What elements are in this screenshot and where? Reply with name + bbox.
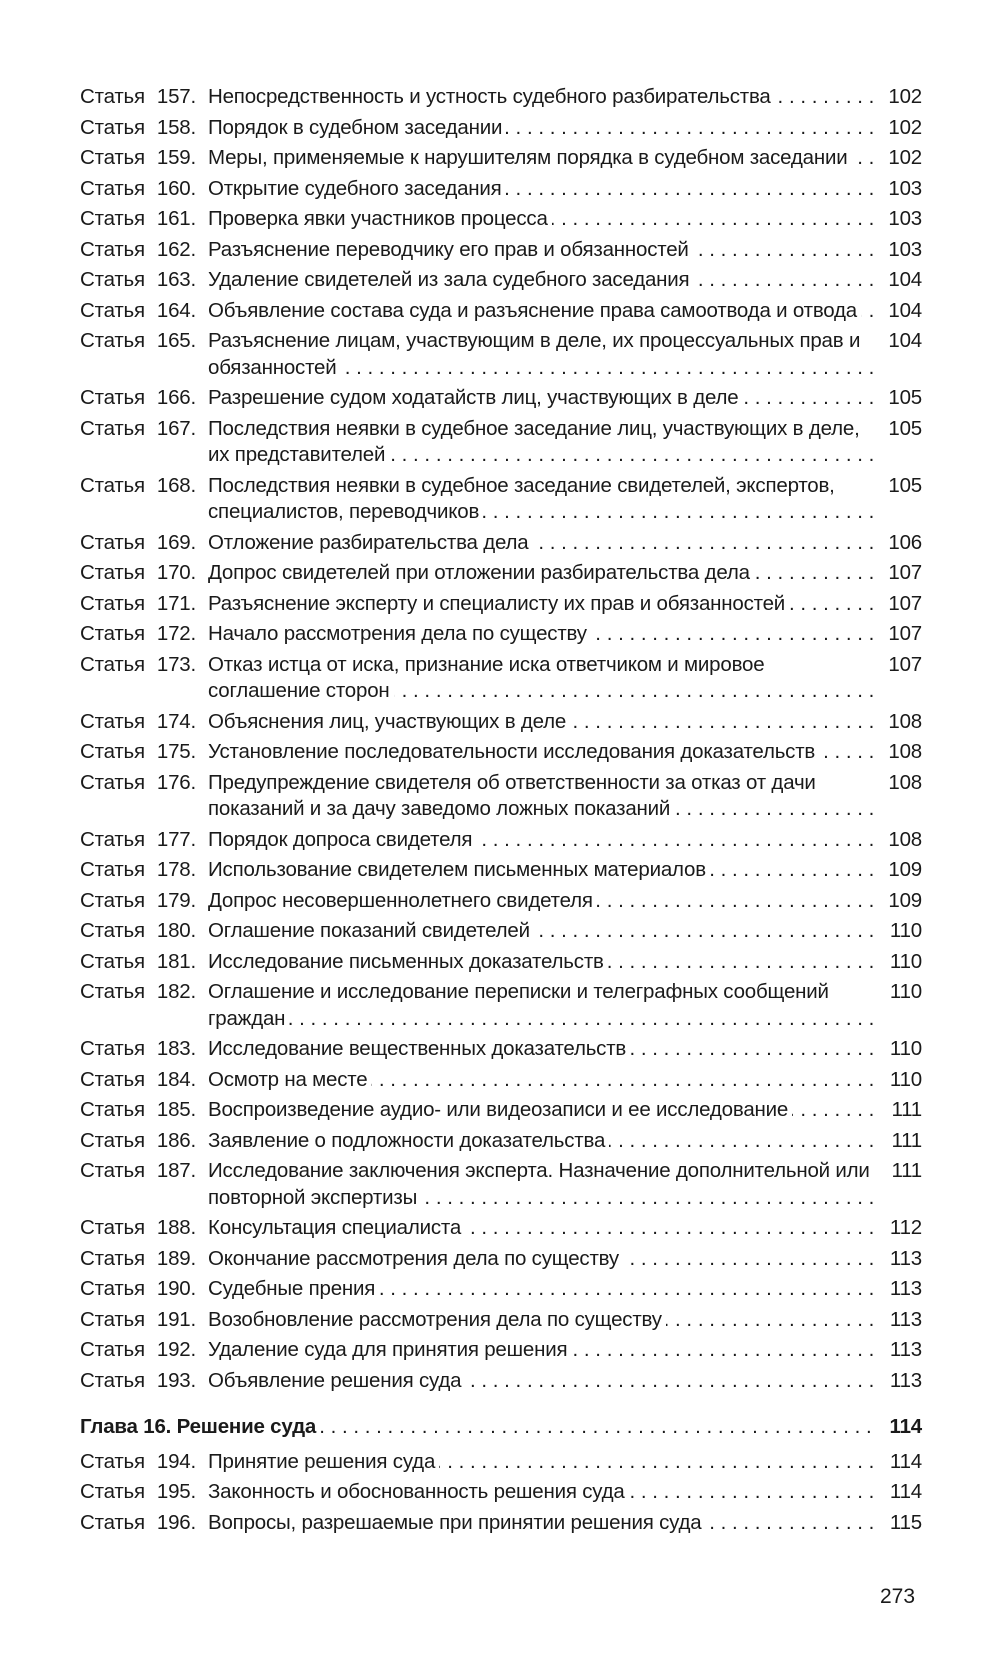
article-label: Статья <box>80 1098 145 1121</box>
article-page-number: 107 <box>876 591 922 618</box>
article-label: Статья <box>80 1246 145 1270</box>
article-page-number: 104 <box>876 298 922 325</box>
article-label: Статья <box>80 416 145 440</box>
article-label: Статья <box>80 1067 145 1091</box>
article-title: Допрос несовершеннолетнего свидетеля <box>208 889 597 912</box>
article-number: 178. <box>156 858 196 881</box>
article-title-area <box>208 1158 876 1211</box>
article-title-area <box>208 709 876 736</box>
article-title: Консультация специалиста <box>208 1216 465 1239</box>
article-title-area <box>208 1337 876 1364</box>
article-label: Статья <box>80 1159 145 1182</box>
article-title-area <box>208 176 876 203</box>
toc-entry-row <box>80 206 922 233</box>
article-number: 186. <box>156 1128 196 1152</box>
article-title: Предупреждение свидетеля об ответственности за отказ от дачи показаний и за дачу заведомо ложных показаний <box>208 770 816 820</box>
article-page-number: 108 <box>876 709 922 736</box>
article-title: Оглашение показаний свидетелей <box>208 919 534 942</box>
article-page-number: 104 <box>876 267 922 294</box>
toc-entry-row <box>80 530 922 557</box>
article-title: Разрешение судом ходатайств лиц, участвующих в деле <box>208 386 742 409</box>
toc-entry-row <box>80 1449 922 1476</box>
article-title-area <box>208 1097 876 1124</box>
article-title-area <box>208 827 876 854</box>
article-title-area <box>208 652 876 705</box>
article-number: 182. <box>156 980 196 1003</box>
article-label: Статья <box>80 85 145 108</box>
toc-entry-row <box>80 416 922 469</box>
article-label: Статья <box>80 740 145 763</box>
toc-entry-row <box>80 888 922 915</box>
article-page-number: 112 <box>876 1215 922 1242</box>
article-number: 193. <box>156 1368 196 1392</box>
article-page-number: 110 <box>876 949 922 976</box>
article-number: 170. <box>156 561 196 584</box>
article-title: Исследование заключения эксперта. Назначение дополнительной или повторной экспертизы <box>208 1159 870 1209</box>
article-label: Статья <box>80 827 145 851</box>
article-page-number: 105 <box>876 416 922 443</box>
article-number: 195. <box>156 1480 196 1503</box>
article-title-area <box>208 979 876 1032</box>
article-label: Статья <box>80 146 145 169</box>
article-number: 164. <box>156 298 196 322</box>
article-title: Допрос свидетелей при отложении разбирательства дела <box>208 561 754 584</box>
article-number: 179. <box>156 888 196 912</box>
article-title-area <box>208 1128 876 1155</box>
article-label: Статья <box>80 622 145 645</box>
article-page-number: 114 <box>876 1479 922 1506</box>
article-number: 185. <box>156 1098 196 1121</box>
article-title-area <box>208 416 876 469</box>
article-number: 176. <box>156 770 196 794</box>
article-number: 172. <box>156 622 196 645</box>
article-title: Воспроизведение аудио- или видеозаписи и ее исследование <box>208 1098 792 1121</box>
article-number: 160. <box>156 176 196 200</box>
article-title: Разъяснение эксперту и специалисту их прав и обязанностей <box>208 592 789 615</box>
article-title-area <box>208 560 876 587</box>
article-number: 183. <box>156 1037 196 1060</box>
article-title: Непосредственность и устность судебного разбирательства <box>208 85 775 108</box>
article-title: Порядок в судебном заседании <box>208 116 506 139</box>
article-title-area <box>208 770 876 823</box>
toc-entry-row <box>80 827 922 854</box>
toc-entry-row <box>80 84 922 111</box>
article-number: 159. <box>156 146 196 169</box>
article-page-number: 109 <box>876 888 922 915</box>
toc-entry-row <box>80 385 922 412</box>
article-number: 161. <box>156 207 196 230</box>
article-page-number: 111 <box>876 1128 922 1155</box>
article-number: 171. <box>156 591 196 615</box>
article-label: Статья <box>80 1368 145 1392</box>
article-number: 190. <box>156 1277 196 1300</box>
article-label: Статья <box>80 386 145 409</box>
article-page-number: 107 <box>876 621 922 648</box>
article-label: Статья <box>80 561 145 584</box>
article-page-number: 108 <box>876 827 922 854</box>
article-number: 167. <box>156 416 196 440</box>
article-title: Заявление о подложности доказательства <box>208 1129 609 1152</box>
article-label: Статья <box>80 237 145 261</box>
toc-section-chapter-16 <box>80 1449 922 1537</box>
article-title: Последствия неявки в судебное заседание свидетелей, экспертов, специалистов, переводчиков <box>208 473 835 523</box>
table-of-contents <box>80 84 922 1540</box>
article-title: Начало рассмотрения дела по существу <box>208 622 591 645</box>
article-page-number: 102 <box>876 84 922 111</box>
article-label: Статья <box>80 207 145 230</box>
article-page-number: 110 <box>876 979 922 1006</box>
article-title-area <box>208 115 876 142</box>
article-number: 163. <box>156 268 196 291</box>
article-title-area <box>208 84 876 111</box>
article-page-number: 102 <box>876 145 922 172</box>
article-page-number: 108 <box>876 739 922 766</box>
article-title: Установление последовательности исследования доказательств <box>208 740 819 763</box>
article-page-number: 107 <box>876 652 922 679</box>
toc-entry-row <box>80 176 922 203</box>
article-number: 194. <box>156 1449 196 1473</box>
article-page-number: 113 <box>876 1368 922 1395</box>
toc-entry-row <box>80 1036 922 1063</box>
article-title-area <box>208 1368 876 1395</box>
toc-entry-row <box>80 591 922 618</box>
chapter-title-area <box>80 1414 876 1441</box>
article-page-number: 105 <box>876 385 922 412</box>
article-label: Статья <box>80 919 145 942</box>
article-number: 188. <box>156 1216 196 1239</box>
article-page-number: 111 <box>876 1158 922 1185</box>
article-label: Статья <box>80 1277 145 1300</box>
article-title: Отказ истца от иска, признание иска ответчиком и мировое соглашение сторон <box>208 652 765 702</box>
article-label: Статья <box>80 858 145 881</box>
article-title: Оглашение и исследование переписки и телеграфных сообщений граждан <box>208 980 829 1030</box>
article-title-area <box>208 206 876 233</box>
toc-section-chapter-15 <box>80 84 922 1394</box>
chapter-page-number: 114 <box>876 1414 922 1441</box>
toc-entry-row <box>80 237 922 264</box>
article-number: 175. <box>156 740 196 763</box>
article-title: Разъяснение лицам, участвующим в деле, их процессуальных прав и обязанностей <box>208 329 861 379</box>
article-label: Статья <box>80 1128 145 1152</box>
article-label: Статья <box>80 176 145 200</box>
article-page-number: 107 <box>876 560 922 587</box>
toc-entry-row <box>80 652 922 705</box>
toc-entry-row <box>80 1215 922 1242</box>
article-title: Объяснения лиц, участвующих в деле <box>208 710 570 733</box>
toc-entry-row <box>80 1307 922 1334</box>
article-page-number: 111 <box>876 1097 922 1124</box>
article-title: Использование свидетелем письменных материалов <box>208 858 710 881</box>
article-title-area <box>208 1307 876 1334</box>
article-number: 180. <box>156 919 196 942</box>
article-page-number: 106 <box>876 530 922 557</box>
article-title-area <box>208 145 876 172</box>
article-label: Статья <box>80 980 145 1003</box>
article-page-number: 110 <box>876 918 922 945</box>
article-title-area <box>208 237 876 264</box>
article-number: 162. <box>156 237 196 261</box>
article-page-number: 104 <box>876 328 922 355</box>
toc-entry-row <box>80 328 922 381</box>
toc-entry-row <box>80 1158 922 1211</box>
toc-entry-row <box>80 1097 922 1124</box>
toc-entry-row <box>80 1510 922 1537</box>
article-label: Статья <box>80 652 145 676</box>
article-title-area <box>208 621 876 648</box>
toc-entry-row <box>80 621 922 648</box>
article-page-number: 103 <box>876 206 922 233</box>
article-label: Статья <box>80 1307 145 1331</box>
article-page-number: 110 <box>876 1067 922 1094</box>
article-label: Статья <box>80 1480 145 1503</box>
article-number: 177. <box>156 827 196 851</box>
article-title-area <box>208 473 876 526</box>
article-number: 158. <box>156 115 196 139</box>
article-label: Статья <box>80 115 145 139</box>
toc-entry-row <box>80 267 922 294</box>
article-page-number: 108 <box>876 770 922 797</box>
chapter-heading-row <box>80 1414 922 1441</box>
article-title: Последствия неявки в судебное заседание лиц, участвующих в деле, их представителей <box>208 416 860 466</box>
article-title: Объявление решения суда <box>208 1369 465 1392</box>
article-label: Статья <box>80 1510 145 1534</box>
article-page-number: 113 <box>876 1246 922 1273</box>
article-title: Судебные прения <box>208 1277 379 1300</box>
article-label: Статья <box>80 888 145 912</box>
article-title: Законность и обоснованность решения суда <box>208 1480 629 1503</box>
toc-entry-row <box>80 560 922 587</box>
article-title: Удаление суда для принятия решения <box>208 1338 571 1361</box>
article-title-area <box>208 1215 876 1242</box>
toc-entry-row <box>80 115 922 142</box>
article-title-area <box>208 1067 876 1094</box>
article-page-number: 110 <box>876 1036 922 1063</box>
article-title-area <box>208 949 876 976</box>
article-title: Вопросы, разрешаемые при принятии решения суда <box>208 1511 706 1534</box>
toc-entry-row <box>80 979 922 1032</box>
article-number: 157. <box>156 85 196 108</box>
toc-entry-row <box>80 1337 922 1364</box>
article-page-number: 103 <box>876 237 922 264</box>
toc-entry-row <box>80 298 922 325</box>
article-number: 173. <box>156 652 196 676</box>
article-label: Статья <box>80 530 145 554</box>
article-page-number: 105 <box>876 473 922 500</box>
article-page-number: 113 <box>876 1276 922 1303</box>
article-label: Статья <box>80 1216 145 1239</box>
article-number: 192. <box>156 1338 196 1361</box>
article-number: 187. <box>156 1159 196 1182</box>
toc-entry-row <box>80 1479 922 1506</box>
article-title-area <box>208 328 876 381</box>
article-title: Разъяснение переводчику его прав и обязанностей <box>208 238 693 261</box>
article-title-area <box>208 1510 876 1537</box>
article-label: Статья <box>80 298 145 322</box>
article-title-area <box>208 1479 876 1506</box>
article-label: Статья <box>80 949 145 973</box>
article-title-area <box>208 298 876 325</box>
article-title-area <box>208 888 876 915</box>
article-title: Отложение разбирательства дела <box>208 531 532 554</box>
article-number: 189. <box>156 1246 196 1270</box>
article-label: Статья <box>80 473 145 497</box>
article-title-area <box>208 591 876 618</box>
article-label: Статья <box>80 591 145 615</box>
article-number: 174. <box>156 709 196 733</box>
toc-entry-row <box>80 709 922 736</box>
article-number: 169. <box>156 530 196 554</box>
article-title-area <box>208 530 876 557</box>
article-number: 168. <box>156 473 196 497</box>
article-title: Меры, применяемые к нарушителям порядка в судебном заседании <box>208 146 852 169</box>
article-page-number: 114 <box>876 1449 922 1476</box>
article-title: Объявление состава суда и разъяснение права самоотвода и отвода <box>208 299 861 322</box>
article-label: Статья <box>80 1338 145 1361</box>
article-title-area <box>208 918 876 945</box>
toc-entry-row <box>80 1276 922 1303</box>
toc-entry-row <box>80 1128 922 1155</box>
article-title-area <box>208 267 876 294</box>
article-page-number: 102 <box>876 115 922 142</box>
article-number: 184. <box>156 1067 196 1091</box>
article-title: Осмотр на месте <box>208 1068 371 1091</box>
article-page-number: 109 <box>876 857 922 884</box>
toc-entry-row <box>80 145 922 172</box>
article-label: Статья <box>80 709 145 733</box>
article-title: Исследование письменных доказательств <box>208 950 608 973</box>
toc-entry-row <box>80 739 922 766</box>
toc-entry-row <box>80 918 922 945</box>
article-title-area <box>208 1276 876 1303</box>
article-label: Статья <box>80 1037 145 1060</box>
article-page-number: 113 <box>876 1337 922 1364</box>
article-number: 166. <box>156 386 196 409</box>
article-title: Открытие судебного заседания <box>208 177 506 200</box>
article-title-area <box>208 857 876 884</box>
article-number: 181. <box>156 949 196 973</box>
article-number: 196. <box>156 1510 196 1534</box>
article-title: Возобновление рассмотрения дела по существу <box>208 1308 666 1331</box>
toc-entry-row <box>80 1067 922 1094</box>
article-number: 191. <box>156 1307 196 1331</box>
toc-entry-row <box>80 1246 922 1273</box>
article-label: Статья <box>80 268 145 291</box>
toc-entry-row <box>80 1368 922 1395</box>
toc-entry-row <box>80 473 922 526</box>
toc-entry-row <box>80 949 922 976</box>
article-title-area <box>208 739 876 766</box>
article-label: Статья <box>80 770 145 794</box>
article-title: Исследование вещественных доказательств <box>208 1037 630 1060</box>
article-title: Окончание рассмотрения дела по существу <box>208 1247 623 1270</box>
toc-entry-row <box>80 770 922 823</box>
article-label: Статья <box>80 329 145 352</box>
article-title: Проверка явки участников процесса <box>208 207 552 230</box>
article-label: Статья <box>80 1449 145 1473</box>
article-title-area <box>208 385 876 412</box>
article-page-number: 113 <box>876 1307 922 1334</box>
page-folio-number: 273 <box>880 1585 916 1608</box>
article-number: 165. <box>156 329 196 352</box>
article-title: Принятие решения суда <box>208 1450 439 1473</box>
article-title: Удаление свидетелей из зала судебного заседания <box>208 268 693 291</box>
chapter-title: Глава 16. Решение суда <box>80 1415 320 1438</box>
article-title: Порядок допроса свидетеля <box>208 828 476 851</box>
article-title-area <box>208 1036 876 1063</box>
toc-entry-row <box>80 857 922 884</box>
article-page-number: 115 <box>876 1510 922 1537</box>
article-title-area <box>208 1449 876 1476</box>
article-page-number: 103 <box>876 176 922 203</box>
article-title-area <box>208 1246 876 1273</box>
